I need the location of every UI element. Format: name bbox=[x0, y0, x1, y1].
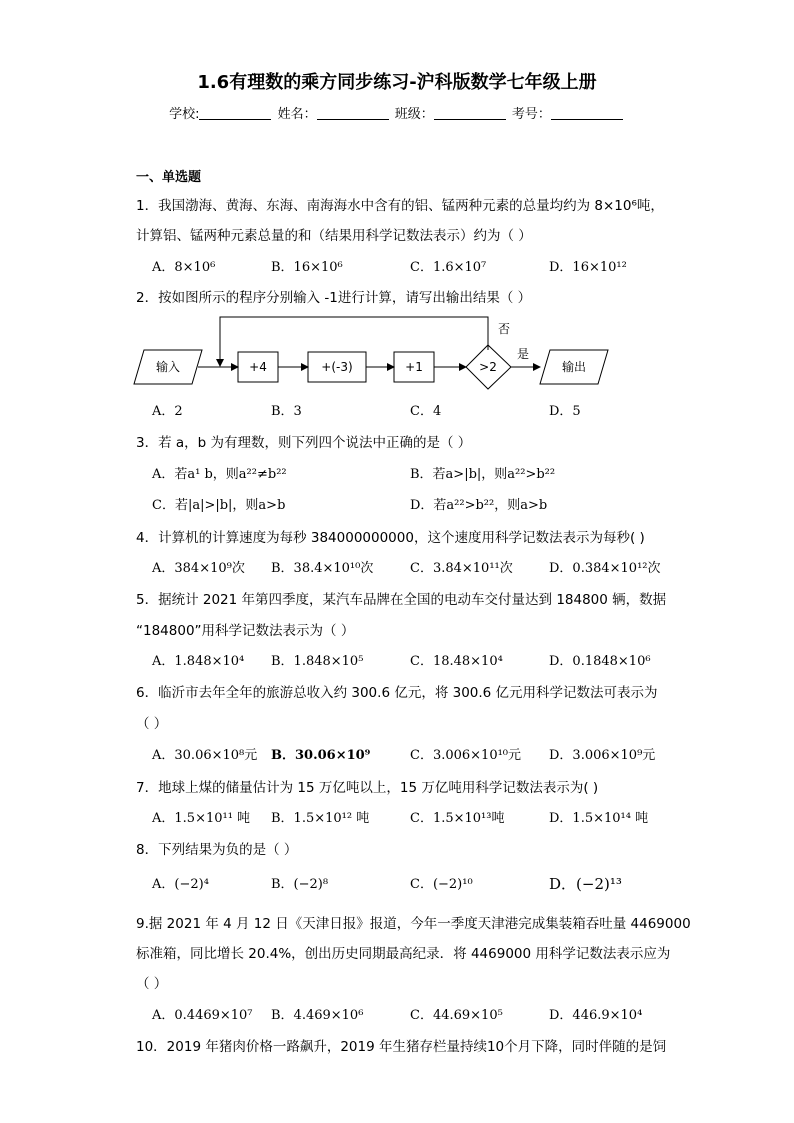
question-8-option-d[interactable]: D．(−2)¹³ bbox=[549, 875, 622, 893]
flowchart-input-label: 输入 bbox=[155, 360, 181, 374]
question-5-option-d[interactable]: D．0.1848×10⁶ bbox=[549, 654, 651, 669]
question-5-option-a[interactable]: A．1.848×10⁴ bbox=[152, 654, 245, 669]
question-7-option-c[interactable]: C．1.5×10¹³吨 bbox=[410, 811, 505, 826]
student-info-row bbox=[0, 103, 794, 122]
question-4-option-b[interactable]: B．38.4×10¹⁰次 bbox=[271, 561, 374, 576]
question-2-option-c[interactable]: C．4 bbox=[410, 404, 442, 419]
question-1-stem-line2: 计算铝、锰两种元素总量的和（结果用科学记数法表示）约为（ ） bbox=[136, 228, 532, 244]
program-flowchart bbox=[130, 312, 620, 392]
question-4-option-d[interactable]: D．0.384×10¹²次 bbox=[549, 561, 661, 576]
question-6-stem-line2: （ ） bbox=[136, 716, 168, 732]
question-8-option-a[interactable]: A．(−2)⁴ bbox=[152, 877, 209, 892]
question-3-option-c[interactable]: C．若|a|>|b|，则a>b bbox=[152, 498, 286, 513]
question-9-stem-line3: （ ） bbox=[136, 976, 168, 992]
question-2-option-a[interactable]: A．2 bbox=[152, 404, 183, 419]
question-3-stem-line1: 3．若 a，b 为有理数，则下列四个说法中正确的是（ ） bbox=[136, 435, 472, 451]
question-2-stem-line1: 2．按如图所示的程序分别输入 -1进行计算，请写出输出结果（ ） bbox=[136, 290, 532, 306]
question-1-option-a[interactable]: A．8×10⁶ bbox=[152, 260, 216, 275]
question-9-option-d[interactable]: D．446.9×10⁴ bbox=[549, 1008, 643, 1023]
question-8-option-c[interactable]: C．(−2)¹⁰ bbox=[410, 877, 473, 892]
flowchart-step-plus1-label: +1 bbox=[405, 360, 423, 374]
exam-number-label: 考号： bbox=[511, 107, 551, 122]
question-1-option-d[interactable]: D．16×10¹² bbox=[549, 260, 627, 275]
question-10-stem-line1: 10．2019 年猪肉价格一路飙升，2019 年生猪存栏量持续10个月下降，同时伴随的是饲 bbox=[136, 1039, 667, 1055]
flowchart-no-label: 否 bbox=[497, 322, 511, 336]
question-7-stem-line1: 7．地球上煤的储量估计为 15 万亿吨以上，15 万亿吨用科学记数法表示为( ) bbox=[136, 780, 599, 796]
question-6-option-c[interactable]: C．3.006×10¹⁰元 bbox=[410, 748, 522, 763]
question-9-option-b[interactable]: B．4.469×10⁶ bbox=[271, 1008, 364, 1023]
flowchart-step-minus3-label: +(-3) bbox=[321, 360, 353, 374]
flowchart-loop-line bbox=[220, 317, 488, 366]
question-4-option-a[interactable]: A．384×10⁹次 bbox=[152, 561, 245, 576]
flowchart-condition-label: >2 bbox=[479, 360, 497, 374]
question-9-stem-line1: 9.据 2021 年 4 月 12 日《天津日报》报道，今年一季度天津港完成集装箱吞吐量 4469000 bbox=[136, 916, 691, 932]
flowchart-step-plus4-label: +4 bbox=[249, 360, 267, 374]
question-5-stem-line2: “184800”用科学记数法表示为（ ） bbox=[136, 623, 355, 639]
flowchart-output-label: 输出 bbox=[561, 360, 587, 374]
question-5-option-b[interactable]: B．1.848×10⁵ bbox=[271, 654, 364, 669]
question-6-stem-line1: 6．临沂市去年全年的旅游总收入约 300.6 亿元，将 300.6 亿元用科学记数法可表示为 bbox=[136, 685, 658, 701]
question-9-option-c[interactable]: C．44.69×10⁵ bbox=[410, 1008, 503, 1023]
class-field[interactable] bbox=[434, 107, 506, 120]
section-title: 一、单选题 bbox=[136, 170, 202, 185]
question-9-stem-line2: 标准箱，同比增长 20.4%，创出历史同期最高纪录．将 4469000 用科学记数法表示应为 bbox=[136, 946, 671, 962]
question-8-option-b[interactable]: B．(−2)⁸ bbox=[271, 877, 329, 892]
question-6-option-b[interactable]: B．30.06×10⁹ bbox=[271, 748, 371, 763]
question-5-stem-line1: 5．据统计 2021 年第四季度，某汽车品牌在全国的电动车交付量达到 184800 辆，数据 bbox=[136, 592, 667, 608]
question-6-option-a[interactable]: A．30.06×10⁸元 bbox=[152, 748, 258, 763]
name-label: 姓名： bbox=[277, 107, 317, 122]
school-label: 学校: bbox=[169, 107, 200, 122]
question-4-option-c[interactable]: C．3.84×10¹¹次 bbox=[410, 561, 513, 576]
question-2-option-b[interactable]: B．3 bbox=[271, 404, 302, 419]
flowchart-yes-label: 是 bbox=[516, 347, 530, 361]
question-2-option-d[interactable]: D．5 bbox=[549, 404, 581, 419]
question-1-option-b[interactable]: B．16×10⁶ bbox=[271, 260, 343, 275]
question-3-option-b[interactable]: B．若a>|b|，则a²²>b²² bbox=[410, 467, 556, 482]
exam-number-field[interactable] bbox=[551, 107, 623, 120]
question-1-option-c[interactable]: C．1.6×10⁷ bbox=[410, 260, 487, 275]
question-1-stem-line1: 1．我国渤海、黄海、东海、南海海水中含有的铝、锰两种元素的总量均约为 8×10⁶吨， bbox=[136, 198, 664, 214]
question-4-stem-line1: 4．计算机的计算速度为每秒 384000000000，这个速度用科学记数法表示为每秒( ) bbox=[136, 530, 645, 546]
question-7-option-d[interactable]: D．1.5×10¹⁴ 吨 bbox=[549, 811, 649, 826]
question-3-option-a[interactable]: A．若a¹ b，则a²²≠b²² bbox=[152, 467, 287, 482]
question-5-option-c[interactable]: C．18.48×10⁴ bbox=[410, 654, 503, 669]
question-9-option-a[interactable]: A．0.4469×10⁷ bbox=[152, 1008, 253, 1023]
question-8-stem-line1: 8．下列结果为负的是（ ） bbox=[136, 842, 298, 858]
question-7-option-a[interactable]: A．1.5×10¹¹ 吨 bbox=[152, 811, 251, 826]
question-3-option-d[interactable]: D．若a²²>b²²，则a>b bbox=[410, 498, 548, 513]
page-title: 1.6有理数的乘方同步练习-沪科版数学七年级上册 bbox=[197, 72, 597, 93]
name-field[interactable] bbox=[317, 107, 389, 120]
class-label: 班级： bbox=[394, 107, 434, 122]
question-6-option-d[interactable]: D．3.006×10⁹元 bbox=[549, 748, 656, 763]
school-field[interactable] bbox=[199, 107, 271, 120]
question-7-option-b[interactable]: B．1.5×10¹² 吨 bbox=[271, 811, 370, 826]
